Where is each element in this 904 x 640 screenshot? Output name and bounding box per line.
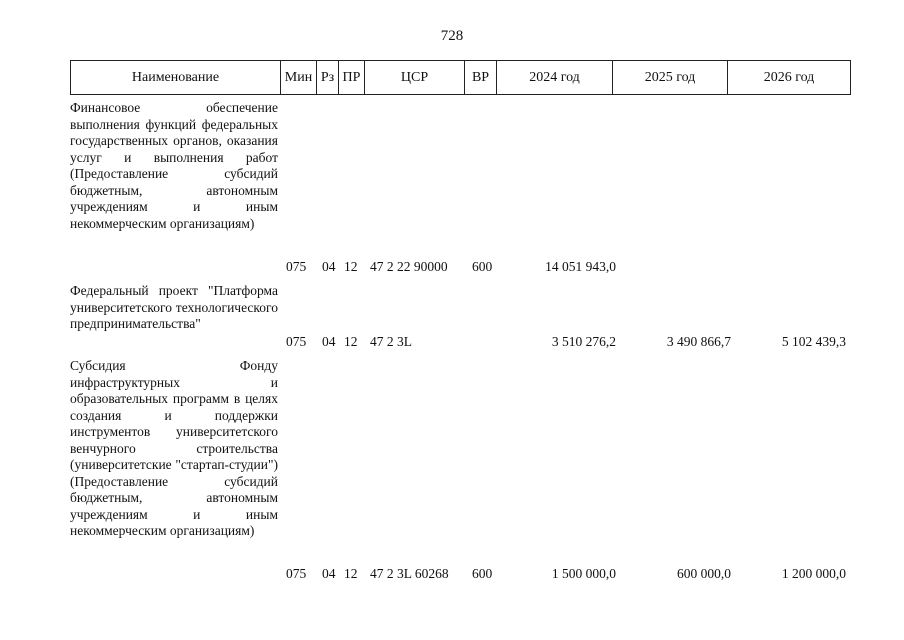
row-min: 075 (286, 258, 307, 274)
row-csr: 47 2 3L 60268 (370, 565, 449, 581)
row-name: Субсидия Фонду инфраструктурных и образовательных программ в целях создания и поддержки инструментов университетского венчурного строительства (университетские "стартап-студии") (Предоставление субсидий бюджетным, автономным учреждениям и иным некоммерческим организациям) (70, 358, 278, 538)
row-rz: 04 (322, 333, 336, 349)
table-header (70, 60, 851, 95)
header-name: Наименование (71, 61, 281, 95)
row-2026: 5 102 439,3 (781, 333, 846, 349)
header-2024: 2024 год (497, 61, 613, 95)
row-name: Федеральный проект "Платформа университетского технологического предпринимательства" (70, 283, 278, 331)
row-pr: 12 (344, 333, 358, 349)
row-vr: 600 (472, 565, 493, 581)
table-row (70, 283, 850, 350)
row-vr: 600 (472, 258, 493, 274)
row-pr: 12 (344, 565, 358, 581)
header-pr: ПР (339, 61, 365, 95)
row-2024: 3 510 276,2 (551, 333, 616, 349)
row-min: 075 (286, 333, 307, 349)
header-min: Мин (281, 61, 317, 95)
row-rz: 04 (322, 565, 336, 581)
row-2025: 600 000,0 (677, 565, 731, 581)
row-2025: 3 490 866,7 (666, 333, 731, 349)
row-pr: 12 (344, 258, 358, 274)
row-min: 075 (286, 565, 307, 581)
row-name: Финансовое обеспечение выполнения функций федеральных государственных органов, оказания услуг и выполнения работ (Предоставление субсидий бюджетным, автономным учреждениям и иным некоммерческим организациям) (70, 100, 278, 231)
header-2025: 2025 год (613, 61, 728, 95)
row-csr: 47 2 3L (370, 333, 412, 349)
row-2024: 1 500 000,0 (551, 565, 616, 581)
row-rz: 04 (322, 258, 336, 274)
header-rz: Рз (317, 61, 339, 95)
page-number: 728 (440, 28, 464, 44)
header-vr: ВР (465, 61, 497, 95)
row-csr: 47 2 22 90000 (370, 258, 448, 274)
table-row (70, 358, 850, 582)
table-row (70, 100, 850, 275)
row-2024: 14 051 943,0 (545, 258, 616, 274)
header-csr: ЦСР (365, 61, 465, 95)
row-2026: 1 200 000,0 (781, 565, 846, 581)
header-2026: 2026 год (728, 61, 851, 95)
